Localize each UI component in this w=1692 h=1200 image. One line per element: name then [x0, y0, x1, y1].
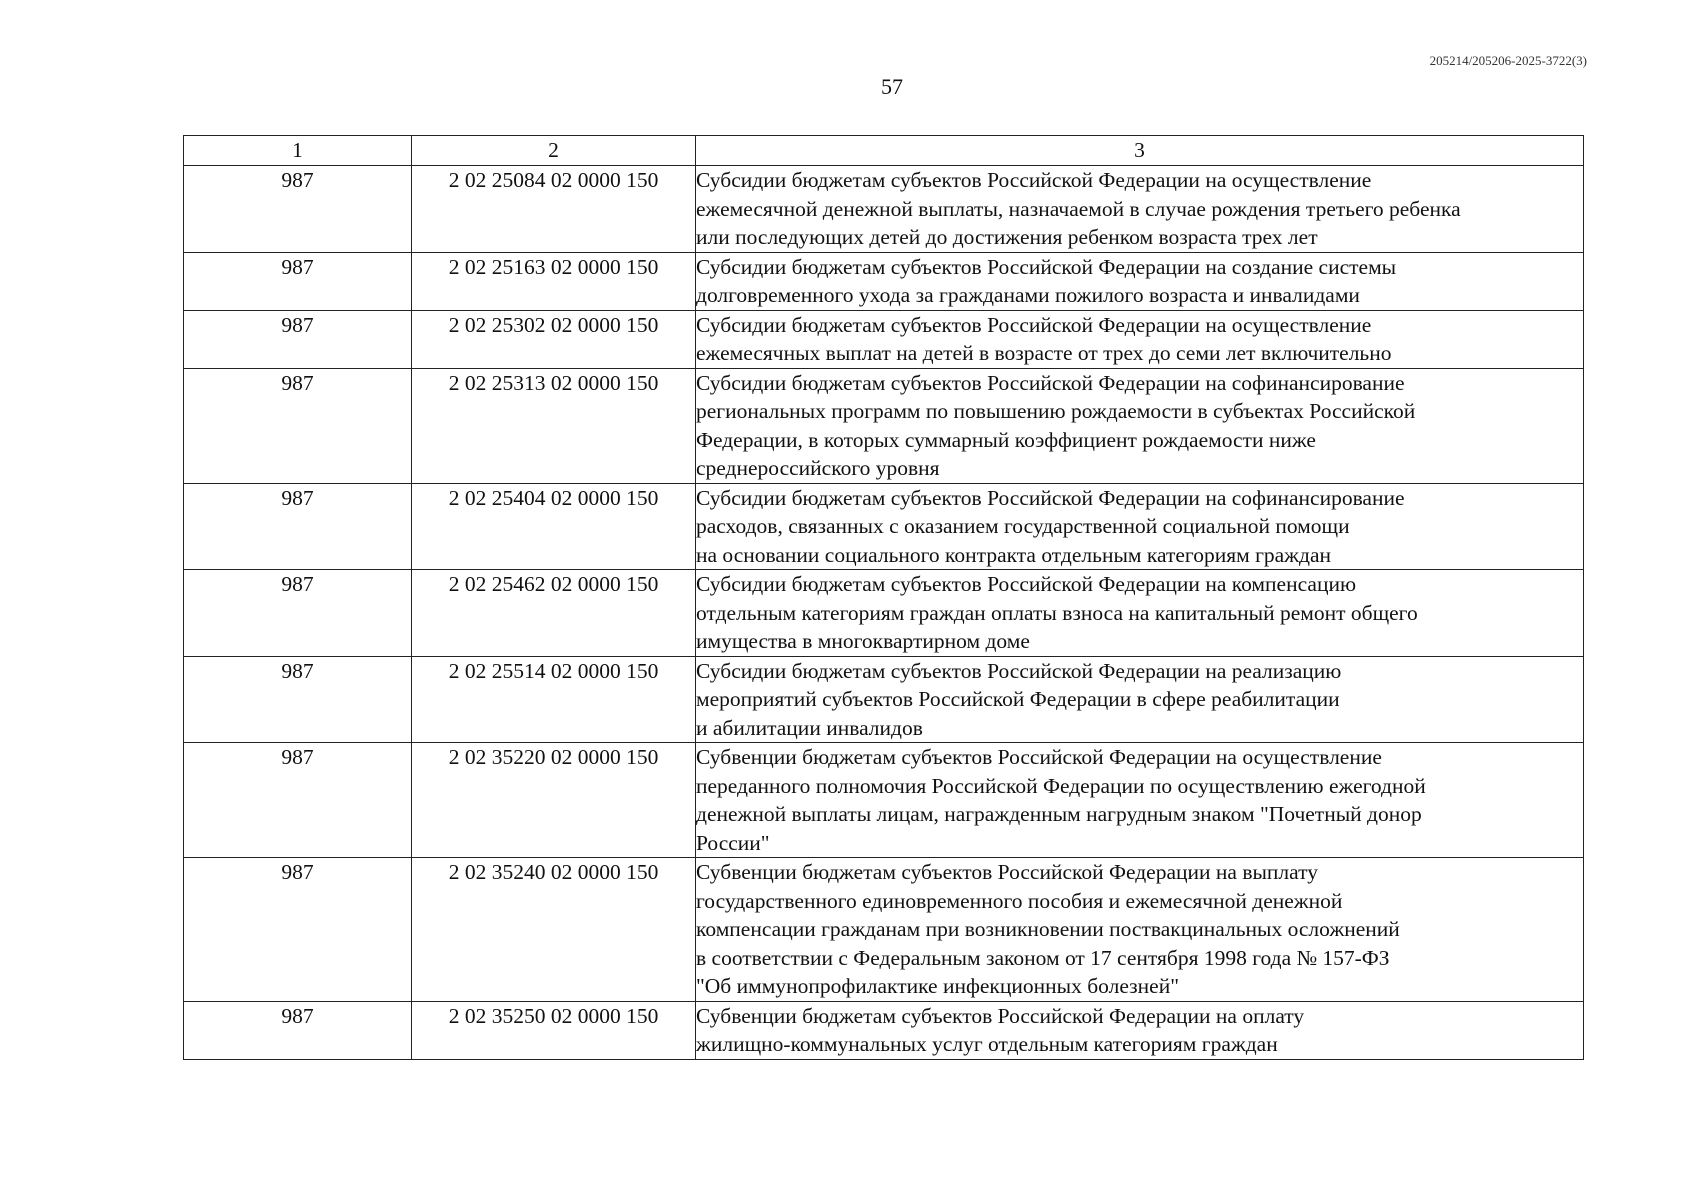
description-line: на основании социального контракта отдельным категориям граждан: [696, 542, 1332, 567]
description-line: и абилитации инвалидов: [696, 715, 923, 740]
budget-code-cell: 2 02 25163 02 0000 150: [412, 252, 696, 310]
table-row: [184, 1001, 1584, 1059]
description-cell: [696, 570, 1584, 657]
description-line: ежемесячной денежной выплаты, назначаемой в случае рождения третьего ребенка: [696, 196, 1461, 221]
description-line: государственного единовременного пособия и ежемесячной денежной: [696, 888, 1343, 913]
description-line: России": [696, 830, 770, 855]
admin-code-cell: 987: [184, 368, 412, 483]
budget-codes-table: [183, 135, 1584, 1060]
budget-code-cell: 2 02 35220 02 0000 150: [412, 743, 696, 858]
budget-code-cell: 2 02 25084 02 0000 150: [412, 166, 696, 253]
admin-code-cell: 987: [184, 858, 412, 1002]
description-line: Субвенции бюджетам субъектов Российской Федерации на оплату: [696, 1003, 1305, 1028]
description-line: расходов, связанных с оказанием государственной социальной помощи: [696, 514, 1350, 538]
description-cell: [696, 743, 1584, 858]
admin-code-cell: 987: [184, 570, 412, 657]
description-line: мероприятий субъектов Российской Федерации в сфере реабилитации: [696, 687, 1340, 711]
budget-code-cell: 2 02 25514 02 0000 150: [412, 656, 696, 743]
description-cell: [696, 1001, 1584, 1059]
admin-code-cell: 987: [184, 483, 412, 570]
table-row: [184, 310, 1584, 368]
header-row: [184, 136, 1584, 166]
admin-code-cell: 987: [184, 656, 412, 743]
description-line: ежемесячных выплат на детей в возрасте от трех до семи лет включительно: [696, 341, 1392, 365]
description-line: Субсидии бюджетам субъектов Российской Федерации на создание системы: [696, 254, 1397, 279]
column-header-3: 3: [696, 136, 1584, 166]
description-line: компенсации гражданам при возникновении поствакцинальных осложнений: [696, 917, 1400, 941]
description-line: Субвенции бюджетам субъектов Российской Федерации на осуществление: [696, 745, 1382, 769]
page-number: 57: [881, 74, 903, 99]
admin-code-cell: 987: [184, 166, 412, 253]
column-header-1: 1: [184, 136, 412, 166]
description-line: Субсидии бюджетам субъектов Российской Федерации на софинансирование: [696, 485, 1405, 510]
description-line: денежной выплаты лицам, награжденным нагрудным знаком "Почетный донор: [696, 802, 1422, 826]
description-cell: [696, 252, 1584, 310]
description-line: в соответствии с Федеральным законом от 17 сентября 1998 года № 157-ФЗ: [696, 945, 1390, 970]
table-body: [184, 166, 1584, 1060]
admin-code-cell: 987: [184, 310, 412, 368]
document-id: 205214/205206-2025-3722(3): [1429, 53, 1587, 68]
description-line: долговременного ухода за гражданами пожилого возраста и инвалидами: [696, 283, 1360, 307]
budget-code-cell: 2 02 25313 02 0000 150: [412, 368, 696, 483]
table-row: [184, 483, 1584, 570]
table-row: [184, 743, 1584, 858]
budget-code-cell: 2 02 25302 02 0000 150: [412, 310, 696, 368]
description-line: или последующих детей до достижения ребенком возраста трех лет: [696, 225, 1318, 249]
table-row: [184, 166, 1584, 253]
description-line: жилищно-коммунальных услуг отдельным категориям граждан: [696, 1032, 1278, 1056]
description-line: Субвенции бюджетам субъектов Российской Федерации на выплату: [696, 860, 1319, 884]
description-line: Субсидии бюджетам субъектов Российской Федерации на осуществление: [696, 312, 1372, 337]
table-row: [184, 570, 1584, 657]
table-row: [184, 656, 1584, 743]
description-line: Субсидии бюджетам субъектов Российской Федерации на компенсацию: [696, 572, 1357, 596]
description-cell: [696, 858, 1584, 1002]
description-cell: [696, 368, 1584, 483]
description-cell: [696, 483, 1584, 570]
table-row: [184, 368, 1584, 483]
budget-code-cell: 2 02 35240 02 0000 150: [412, 858, 696, 1002]
description-cell: [696, 310, 1584, 368]
admin-code-cell: 987: [184, 743, 412, 858]
description-line: имущества в многоквартирном доме: [696, 629, 1030, 653]
column-header-2: 2: [412, 136, 696, 166]
table-row: [184, 858, 1584, 1002]
description-line: Субсидии бюджетам субъектов Российской Федерации на осуществление: [696, 168, 1372, 192]
description-cell: [696, 656, 1584, 743]
description-line: Федерации, в которых суммарный коэффициент рождаемости ниже: [696, 427, 1316, 452]
description-line: переданного полномочия Российской Федерации по осуществлению ежегодной: [696, 773, 1426, 798]
description-line: среднероссийского уровня: [696, 456, 940, 480]
table-row: [184, 252, 1584, 310]
table-header: [184, 136, 1584, 166]
budget-code-cell: 2 02 25404 02 0000 150: [412, 483, 696, 570]
admin-code-cell: 987: [184, 1001, 412, 1059]
description-line: Субсидии бюджетам субъектов Российской Федерации на реализацию: [696, 658, 1342, 683]
admin-code-cell: 987: [184, 252, 412, 310]
description-line: региональных программ по повышению рождаемости в субъектах Российской: [696, 399, 1416, 423]
description-line: "Об иммунопрофилактике инфекционных болезней": [696, 974, 1179, 998]
description-cell: [696, 166, 1584, 253]
description-line: отдельным категориям граждан оплаты взноса на капитальный ремонт общего: [696, 600, 1418, 625]
budget-code-cell: 2 02 35250 02 0000 150: [412, 1001, 696, 1059]
budget-code-cell: 2 02 25462 02 0000 150: [412, 570, 696, 657]
description-line: Субсидии бюджетам субъектов Российской Федерации на софинансирование: [696, 370, 1405, 395]
